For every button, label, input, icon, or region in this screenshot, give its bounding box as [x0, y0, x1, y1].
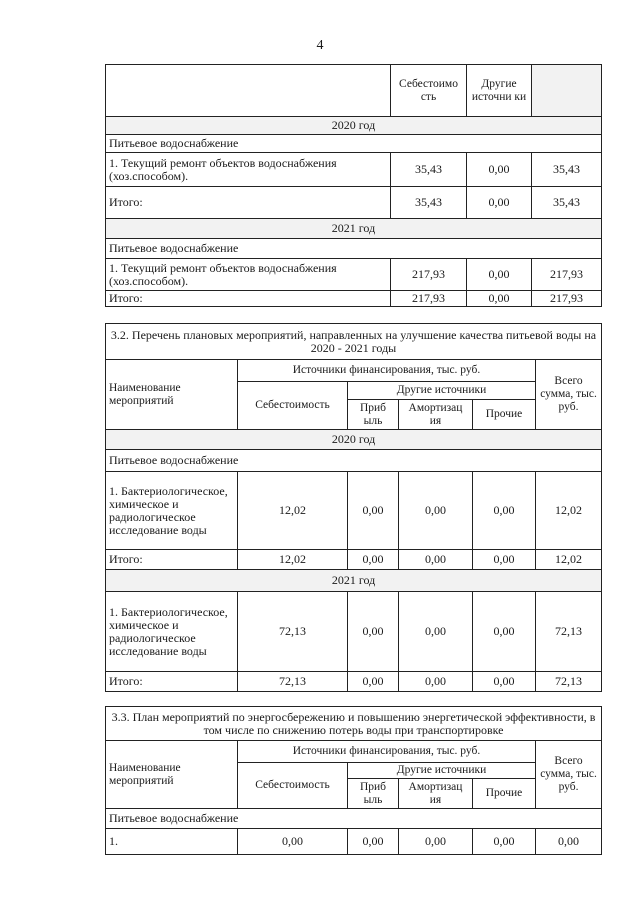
- cell-value: 0,00: [473, 672, 536, 692]
- header-sources: Источники финансирования, тыс. руб.: [238, 360, 536, 382]
- cell-value: 0,00: [399, 550, 473, 570]
- cell-value: 35,43: [532, 187, 602, 219]
- cell-value: 0,00: [536, 829, 602, 855]
- cell-value: 0,00: [467, 259, 532, 291]
- total-row: [106, 291, 602, 307]
- cell-value: 0,00: [467, 187, 532, 219]
- group-row: Питьевое водоснабжение: [106, 809, 602, 829]
- cell-value: 0,00: [473, 472, 536, 550]
- year-row: 2020 год: [106, 430, 602, 450]
- table-row: [106, 259, 602, 291]
- item-name: 1.: [106, 829, 238, 855]
- table-energy-saving: [105, 706, 602, 855]
- cell-value: 35,43: [391, 153, 467, 187]
- header-total: Всего сумма, тыс. руб.: [536, 741, 602, 809]
- cell-value: 0,00: [348, 672, 399, 692]
- total-label: Итого:: [106, 550, 238, 570]
- cell-value: 0,00: [473, 592, 536, 672]
- total-label: Итого:: [106, 187, 391, 219]
- cell-value: 35,43: [391, 187, 467, 219]
- cell-value: 72,13: [536, 672, 602, 692]
- cell-value: 0,00: [399, 672, 473, 692]
- year-row: 2020 год: [106, 117, 602, 135]
- header-name: Наименование мероприятий: [106, 741, 238, 809]
- cell-value: 72,13: [536, 592, 602, 672]
- cell-value: 0,00: [348, 472, 399, 550]
- header-misc: Прочие: [473, 779, 536, 809]
- header-misc: Прочие: [473, 400, 536, 430]
- year-row: 2021 год: [106, 219, 602, 239]
- table-continuation: [105, 64, 602, 307]
- item-name: 1. Текущий ремонт объектов водоснабжения (хоз.способом).: [106, 153, 391, 187]
- header-amortization: Амортизац ия: [399, 400, 473, 430]
- table-row: [106, 472, 602, 550]
- page-number: 4: [316, 38, 324, 53]
- item-name: 1. Бактериологическое, химическое и радиологическое исследование воды: [106, 592, 238, 672]
- header-name: Наименование мероприятий: [106, 360, 238, 430]
- table-water-quality: [105, 323, 602, 692]
- year-row: 2021 год: [106, 570, 602, 592]
- cell-value: 0,00: [473, 829, 536, 855]
- header-cost: Себестоимость: [238, 763, 348, 809]
- header-other-sources: Другие источни ки: [467, 65, 532, 117]
- cell-value: 0,00: [467, 291, 532, 307]
- total-row: [106, 550, 602, 570]
- total-label: Итого:: [106, 672, 238, 692]
- cell-value: 217,93: [532, 259, 602, 291]
- header-cost: Себестоимо сть: [391, 65, 467, 117]
- total-row: [106, 672, 602, 692]
- cell-value: 12,02: [536, 472, 602, 550]
- cell-value: 217,93: [532, 291, 602, 307]
- cell-value: 0,00: [399, 472, 473, 550]
- total-row: [106, 187, 602, 219]
- cell-value: 0,00: [348, 592, 399, 672]
- header-total: Всего сумма, тыс. руб.: [536, 360, 602, 430]
- header-sources: Источники финансирования, тыс. руб.: [238, 741, 536, 763]
- header-profit: Приб ыль: [348, 400, 399, 430]
- section-title: 3.2. Перечень плановых мероприятий, направленных на улучшение качества питьевой воды на 2020 - 2021 годы: [106, 324, 602, 360]
- section-title: 3.3. План мероприятий по энергосбережению и повышению энергетической эффективности, в том числе по снижению потерь воды при транспортировке: [106, 707, 602, 741]
- cell-value: 12,02: [238, 550, 348, 570]
- table-row: [106, 592, 602, 672]
- header-profit: Приб ыль: [348, 779, 399, 809]
- cell-value: 0,00: [473, 550, 536, 570]
- cell-value: 0,00: [399, 829, 473, 855]
- cell-value: 0,00: [348, 550, 399, 570]
- cell-value: 35,43: [532, 153, 602, 187]
- cell-value: 0,00: [348, 829, 399, 855]
- cell-value: 72,13: [238, 672, 348, 692]
- cell-value: 12,02: [238, 472, 348, 550]
- cell-value: 0,00: [399, 592, 473, 672]
- group-row: Питьевое водоснабжение: [106, 135, 602, 153]
- total-label: Итого:: [106, 291, 391, 307]
- table-row: [106, 153, 602, 187]
- cell-value: 0,00: [467, 153, 532, 187]
- header-other-sources: Другие источники: [348, 763, 536, 779]
- cell-value: 0,00: [238, 829, 348, 855]
- item-name: 1. Текущий ремонт объектов водоснабжения (хоз.способом).: [106, 259, 391, 291]
- cell-value: 217,93: [391, 259, 467, 291]
- header-amortization: Амортизац ия: [399, 779, 473, 809]
- group-row: Питьевое водоснабжение: [106, 450, 602, 472]
- item-name: 1. Бактериологическое, химическое и радиологическое исследование воды: [106, 472, 238, 550]
- group-row: Питьевое водоснабжение: [106, 239, 602, 259]
- table-row: [106, 829, 602, 855]
- header-other-sources: Другие источники: [348, 382, 536, 400]
- cell-value: 12,02: [536, 550, 602, 570]
- cell-value: 72,13: [238, 592, 348, 672]
- cell-value: 217,93: [391, 291, 467, 307]
- header-cost: Себестоимость: [238, 382, 348, 430]
